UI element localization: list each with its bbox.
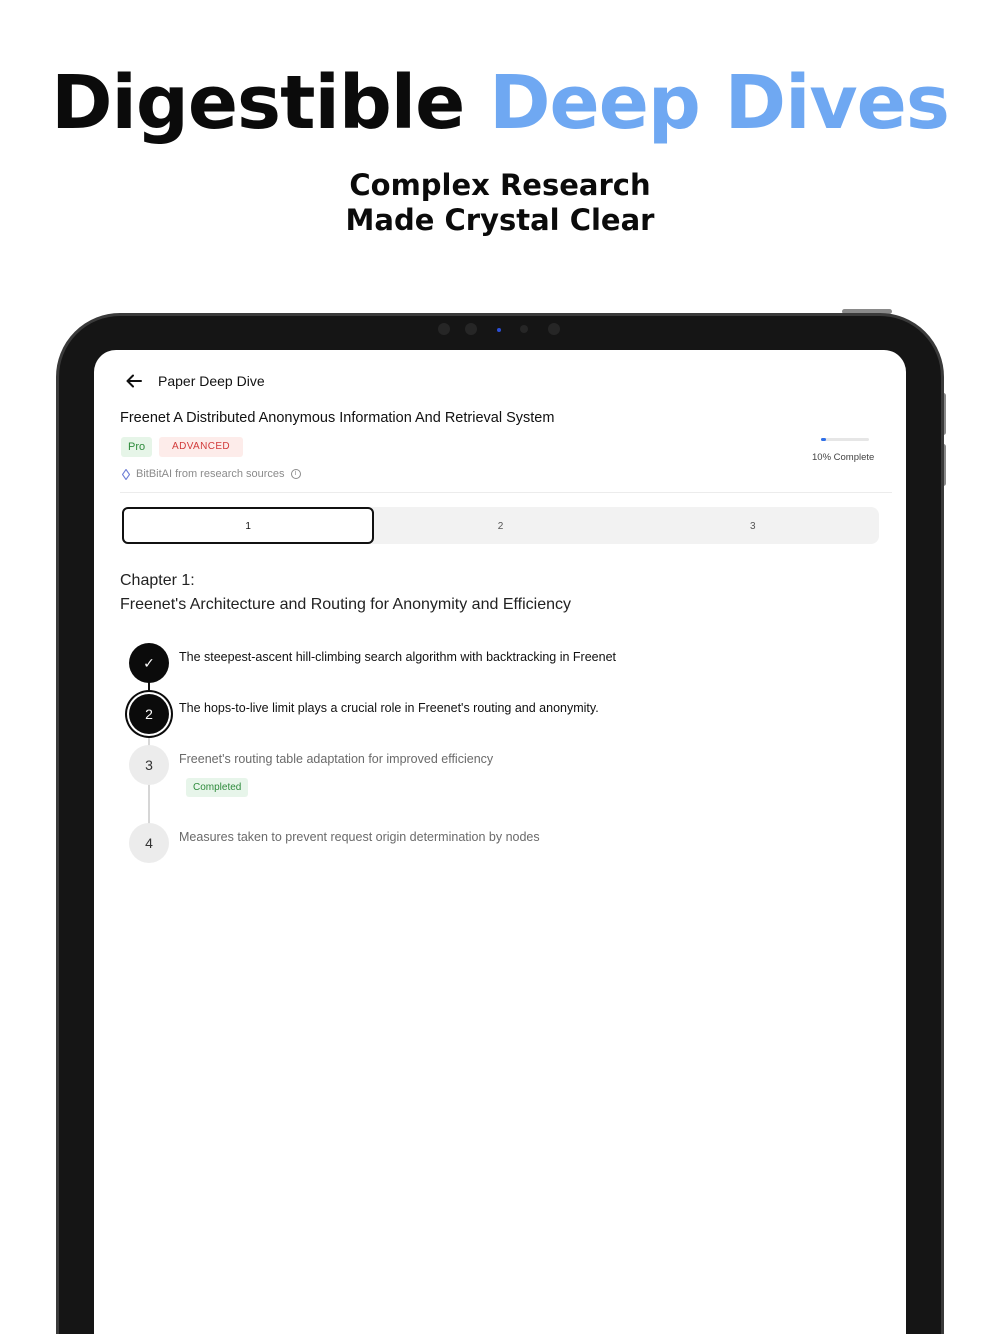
step-2-text[interactable]: The hops-to-live limit plays a crucial role in Freenet's routing and anonymity. <box>179 701 599 715</box>
paper-title: Freenet A Distributed Anonymous Information And Retrieval System <box>120 410 555 426</box>
step-3-marker[interactable]: 3 <box>129 745 169 785</box>
diamond-icon <box>122 469 130 480</box>
divider <box>120 492 892 493</box>
tab-1[interactable]: 1 <box>122 507 374 544</box>
camera-lens <box>465 323 477 335</box>
arrow-left-icon[interactable] <box>126 374 142 388</box>
badge-advanced: ADVANCED <box>159 437 243 457</box>
step-2-marker[interactable]: 2 <box>129 694 169 734</box>
step-4-marker[interactable]: 4 <box>129 823 169 863</box>
info-icon[interactable]: i <box>291 469 301 479</box>
camera-sensor-right <box>548 323 560 335</box>
chapter-tabs <box>122 507 879 544</box>
chapter-title: Freenet's Architecture and Routing for Anonymity and Efficiency <box>120 596 571 613</box>
source-line <box>122 468 301 480</box>
camera-indicator <box>497 328 501 332</box>
progress-label: 10% Complete <box>812 452 875 463</box>
progress-bar <box>821 438 869 441</box>
hero-subtitle-line2: Made Crystal Clear <box>345 203 655 237</box>
tab-2[interactable]: 2 <box>497 521 504 532</box>
step-4-text[interactable]: Measures taken to prevent request origin determination by nodes <box>179 830 540 844</box>
badge-pro: Pro <box>121 437 152 457</box>
source-text: BitBitAI from research sources <box>136 468 285 480</box>
step-connector <box>148 784 150 824</box>
step-3-text[interactable]: Freenet's routing table adaptation for improved efficiency <box>179 752 494 766</box>
page-title: Paper Deep Dive <box>158 373 265 389</box>
tab-3[interactable]: 3 <box>750 521 756 532</box>
step-1-marker[interactable]: ✓ <box>129 643 169 683</box>
camera-sensor <box>438 323 450 335</box>
progress-bar-fill <box>821 438 826 441</box>
hero-title-main: Digestible <box>51 60 465 146</box>
step-1-text[interactable]: The steepest-ascent hill-climbing search algorithm with backtracking in Freenet <box>179 650 616 664</box>
hero-subtitle <box>0 168 1000 238</box>
hero-subtitle-line1: Complex Research <box>349 168 651 202</box>
app-screen <box>94 350 906 1334</box>
completed-badge: Completed <box>186 778 248 797</box>
hero-title <box>0 58 1000 148</box>
camera-sensor-small <box>520 325 528 333</box>
chapter-label: Chapter 1: <box>120 572 195 589</box>
hero-title-accent: Deep Dives <box>489 60 949 146</box>
